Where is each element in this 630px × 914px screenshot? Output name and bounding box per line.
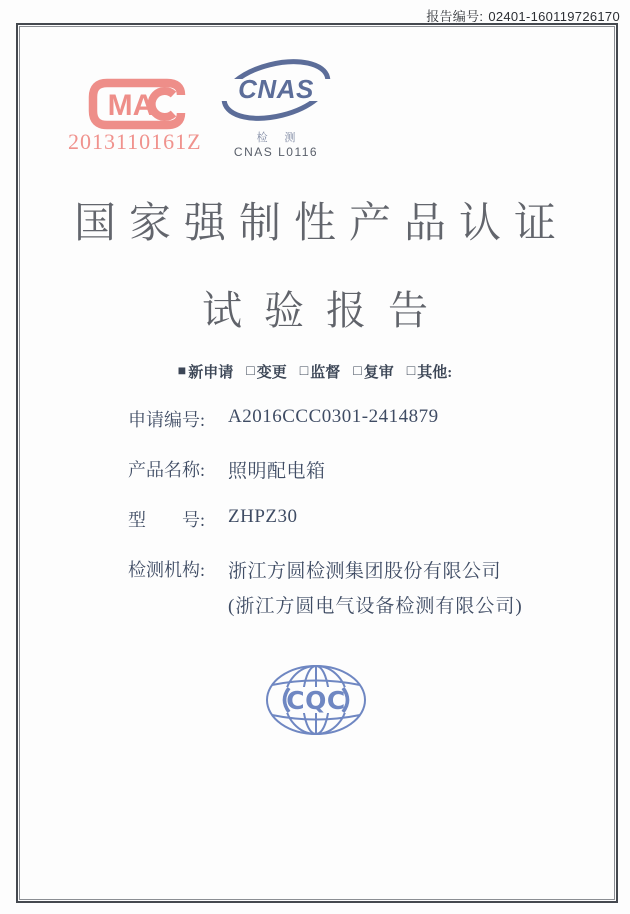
- cnas-logo-icon: [219, 58, 333, 122]
- checkbox-filled-icon: ■: [177, 363, 187, 379]
- field-testing-institution: [128, 556, 523, 618]
- report-number-value: 02401-160119726170: [488, 9, 620, 24]
- application-type-row: [0, 361, 630, 382]
- application-type-option-review: [353, 361, 393, 382]
- institution-line2: (浙江方圆电气设备检测有限公司): [228, 596, 523, 617]
- option-label: 监督: [310, 365, 341, 381]
- field-application-number: [128, 406, 439, 432]
- application-type-option-supervision: [300, 361, 340, 382]
- document-title-line1: 国家强制性产品认证: [73, 201, 569, 247]
- application-type-option-other: [407, 361, 452, 382]
- application-type-option-new: [178, 361, 233, 382]
- field-value: [228, 556, 523, 618]
- document-title-line2: 试验报告: [202, 288, 450, 333]
- checkbox-empty-icon: □: [299, 363, 309, 379]
- checkbox-empty-icon: □: [406, 363, 416, 379]
- report-number-label: 报告编号:: [426, 9, 484, 24]
- field-label: 检测机构:: [128, 560, 206, 580]
- option-label: 其他:: [417, 365, 453, 381]
- checkbox-empty-icon: □: [246, 363, 255, 379]
- field-product-name: [128, 456, 326, 483]
- field-value: ZHPZ30: [228, 506, 298, 527]
- application-type-option-change: [246, 361, 286, 382]
- field-value: 照明配电箱: [228, 461, 326, 482]
- option-label: 复审: [363, 365, 394, 381]
- institution-line1: 浙江方圆检测集团股份有限公司: [228, 561, 502, 582]
- cnas-caption-cn: 检 测: [256, 132, 303, 144]
- cqc-logo-icon: [264, 662, 368, 738]
- checkbox-empty-icon: □: [353, 363, 362, 379]
- field-label: 型 号:: [128, 510, 206, 530]
- field-label: 申请编号:: [128, 410, 206, 430]
- cma-logo-icon: [86, 74, 188, 134]
- field-value: A2016CCC0301-2414879: [228, 406, 439, 427]
- cnas-caption-code: CNAS L0116: [233, 145, 319, 159]
- field-label: 产品名称:: [128, 460, 206, 480]
- cma-license-number: 2013110161Z: [68, 129, 202, 154]
- cma-acronym-text: MA: [107, 89, 155, 122]
- option-label: 变更: [256, 365, 287, 381]
- cnas-acronym-text: CNAS: [238, 74, 314, 104]
- cqc-acronym-text: CQC: [286, 686, 346, 715]
- field-model-number: [128, 506, 298, 532]
- cnas-logo-block: [219, 58, 333, 159]
- option-label: 新申请: [188, 365, 234, 381]
